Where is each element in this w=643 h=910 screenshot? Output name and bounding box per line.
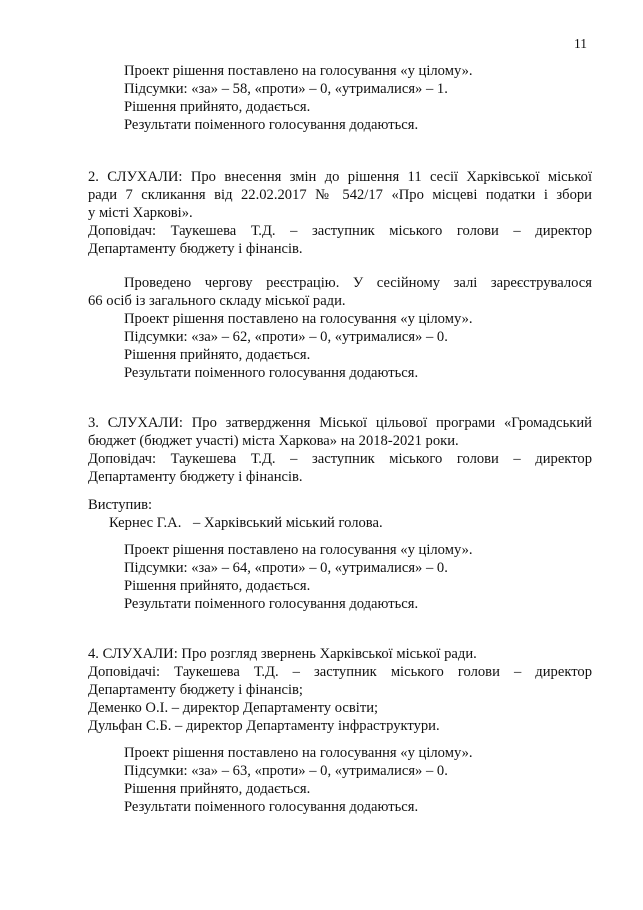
section-heading: 3. СЛУХАЛИ: Про затвердження Міської цільової програми «Громадський: [88, 415, 592, 431]
roll-call-line: Результати поіменного голосування додаються.: [124, 799, 419, 815]
vote-results-line: Підсумки: «за» – 64, «проти» – 0, «утрималися» – 0.: [124, 560, 448, 576]
speaker-line-cont: Департаменту бюджету і фінансів.: [88, 241, 303, 257]
vote-results-line: Підсумки: «за» – 62, «проти» – 0, «утрималися» – 0.: [124, 329, 448, 345]
decision-line: Рішення прийнято, додається.: [124, 781, 311, 797]
section-heading: 2. СЛУХАЛИ: Про внесення змін до рішення 11 сесії Харківської міської: [88, 169, 592, 185]
registration-line-cont: 66 осіб із загального складу міської ради.: [88, 293, 346, 309]
registration-line: Проведено чергову реєстрацію. У сесійному залі зареєструвалося: [124, 275, 592, 291]
section-heading-cont: ради 7 скликання від 22.02.2017 № 542/17 «Про місцеві податки і збори: [88, 187, 592, 203]
vote-put-line: Проект рішення поставлено на голосування «у цілому».: [124, 542, 473, 558]
speaker-line-2: Деменко О.І. – директор Департаменту освіти;: [88, 700, 379, 716]
vote-put-line: Проект рішення поставлено на голосування «у цілому».: [124, 311, 473, 327]
speaker-line-3: Дульфан С.Б. – директор Департаменту інфраструктури.: [88, 718, 440, 734]
vote-results-line: Підсумки: «за» – 63, «проти» – 0, «утрималися» – 0.: [124, 763, 448, 779]
page-number: 11: [574, 36, 587, 51]
speaker-line: Доповідачі: Таукешева Т.Д. – заступник міського голови – директор: [88, 664, 592, 680]
roll-call-line: Результати поіменного голосування додаються.: [124, 596, 419, 612]
speaker-line: Доповідач: Таукешева Т.Д. – заступник міського голови – директор: [88, 451, 592, 467]
section-heading-cont: у місті Харкові».: [88, 205, 193, 221]
decision-line: Рішення прийнято, додається.: [124, 99, 311, 115]
decision-line: Рішення прийнято, додається.: [124, 578, 311, 594]
speaker-line-cont: Департаменту бюджету і фінансів.: [88, 469, 303, 485]
roll-call-line: Результати поіменного голосування додаються.: [124, 365, 419, 381]
vote-put-line: Проект рішення поставлено на голосування «у цілому».: [124, 745, 473, 761]
speaker-line-cont: Департаменту бюджету і фінансів;: [88, 682, 303, 698]
spoke-role: – Харківський міський голова.: [193, 515, 383, 531]
roll-call-line: Результати поіменного голосування додаються.: [124, 117, 419, 133]
vote-put-line: Проект рішення поставлено на голосування «у цілому».: [124, 63, 473, 79]
vote-results-line: Підсумки: «за» – 58, «проти» – 0, «утрималися» – 1.: [124, 81, 448, 97]
spoke-name: Кернес Г.А.: [109, 515, 182, 531]
section-heading-cont: бюджет (бюджет участі) міста Харкова» на 2018-2021 роки.: [88, 433, 459, 449]
speaker-line: Доповідач: Таукешева Т.Д. – заступник міського голови – директор: [88, 223, 592, 239]
section-heading: 4. СЛУХАЛИ: Про розгляд звернень Харківської міської ради.: [88, 646, 477, 662]
decision-line: Рішення прийнято, додається.: [124, 347, 311, 363]
spoke-label: Виступив:: [88, 497, 153, 513]
